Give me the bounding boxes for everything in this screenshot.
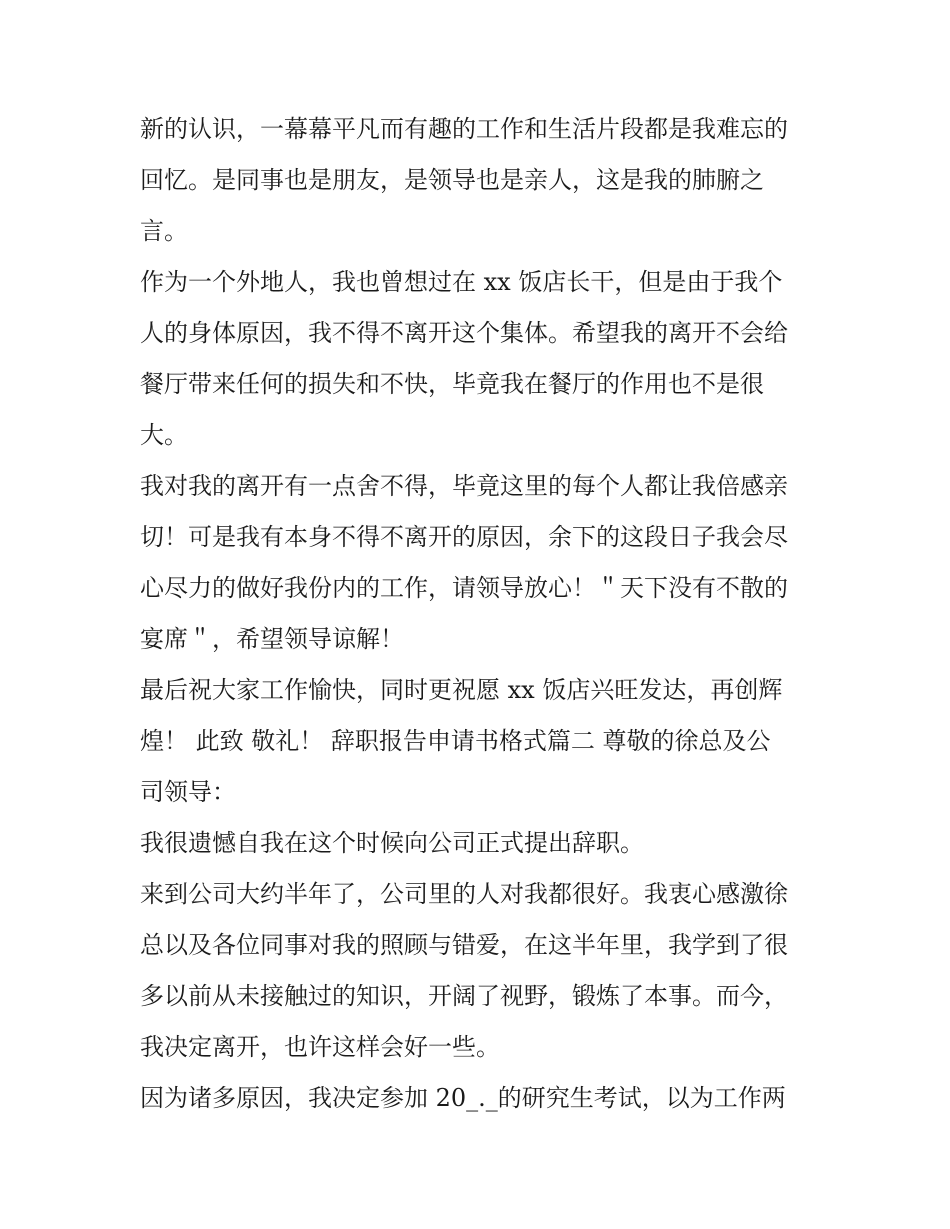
text-line: 我很遗憾自我在这个时候向公司正式提出辞职。 — [140, 829, 644, 857]
text-line: 司领导： — [140, 778, 236, 806]
text-line: 多以前从未接触过的知识，开阔了视野，锻炼了本事。而今， — [140, 982, 788, 1010]
document-body — [140, 104, 820, 1124]
text-line: 总以及各位同事对我的照顾与错爱，在这半年里，我学到了很 — [140, 931, 788, 959]
text-line: 作为一个外地人，我也曾想过在 xx 饭店长干，但是由于我个 — [140, 268, 783, 296]
text-line: 言。 — [140, 217, 188, 245]
text-line: 大。 — [140, 421, 188, 449]
text-line: 心尽力的做好我份内的工作，请领导放心！＂天下没有不散的 — [140, 574, 788, 602]
text-line: 我对我的离开有一点舍不得，毕竟这里的每个人都让我倍感亲 — [140, 472, 788, 500]
text-line: 因为诸多原因，我决定参加 20_._的研究生考试，以为工作两 — [140, 1084, 786, 1112]
text-line: 来到公司大约半年了，公司里的人对我都很好。我衷心感激徐 — [140, 880, 788, 908]
text-line: 人的身体原因，我不得不离开这个集体。希望我的离开不会给 — [140, 319, 788, 347]
text-line: 宴席＂，希望领导谅解！ — [140, 625, 404, 653]
text-line: 切！可是我有本身不得不离开的原因，余下的这段日子我会尽 — [140, 523, 788, 551]
text-line: 最后祝大家工作愉快，同时更祝愿 xx 饭店兴旺发达，再创辉 — [140, 676, 783, 704]
text-line: 回忆。是同事也是朋友，是领导也是亲人，这是我的肺腑之 — [140, 166, 764, 194]
text-line: 新的认识，一幕幕平凡而有趣的工作和生活片段都是我难忘的 — [140, 115, 788, 143]
text-line: 我决定离开，也许这样会好一些。 — [140, 1033, 500, 1061]
text-line: 煌！ 此致 敬礼！ 辞职报告申请书格式篇二 尊敬的徐总及公 — [140, 727, 771, 755]
text-line: 餐厅带来任何的损失和不快，毕竟我在餐厅的作用也不是很 — [140, 370, 764, 398]
